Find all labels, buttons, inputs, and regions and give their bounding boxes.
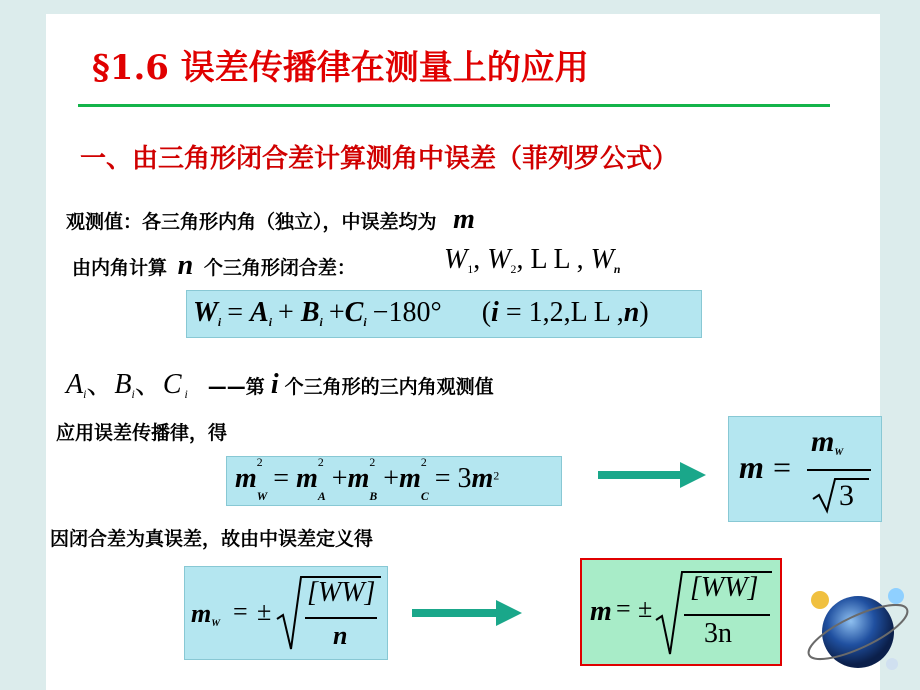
w-symbol: W xyxy=(487,244,511,275)
dash-text: ——第 xyxy=(207,376,265,398)
title-underline xyxy=(78,104,830,107)
result-box-sigma: m = $m_W$ 3 xyxy=(728,416,882,522)
ww-bracket: [WW] xyxy=(307,577,376,608)
result-root: 3 xyxy=(839,479,854,512)
section-heading: 一、由三角形闭合差计算测角中误差（菲列罗公式） xyxy=(80,144,679,174)
arrow-right-icon xyxy=(412,600,524,626)
apply-law-line: 应用误差传播律，得 xyxy=(56,422,228,444)
closure-post-text: 个三角形闭合差： xyxy=(203,257,356,279)
result-mw: m xyxy=(811,425,835,458)
ellipsis: L L xyxy=(530,244,570,275)
observation-text: 观测值：各三角形内角（独立），中误差均为 xyxy=(66,211,437,233)
true-error-line: 因闭合差为真误差，故由中误差定义得 xyxy=(50,528,374,550)
formula-mw-box: $m_W$ = ± [WW] n xyxy=(184,566,388,660)
observation-line xyxy=(66,204,475,236)
w-sub-2: 2 xyxy=(510,262,517,276)
w-sub-1: 1 xyxy=(467,262,474,276)
slide-title: §1.6 误差传播律在测量上的应用 xyxy=(92,48,589,88)
symbol-n: n xyxy=(177,250,194,281)
symbol-m: m xyxy=(453,204,475,235)
formula-closure: $W_i = A_i + B_i +C_i -180^\circ$ (i = 1,2,L L ,n) xyxy=(193,297,649,329)
result-box-ferrero: m = ± [WW] 3n xyxy=(580,558,782,666)
angle-definition-text: 个三角形的三内角观测值 xyxy=(284,376,494,398)
top-background-band xyxy=(0,0,920,14)
arrow-right-icon xyxy=(598,462,708,488)
closure-pre-text: 由内角计算 xyxy=(72,257,168,279)
w-sub-n: n xyxy=(613,262,621,276)
formula-variance: m 2 $_W$ = m 2 $_A$ +m 2 $_B$ +m 2 $_C = 3m^2$ xyxy=(235,456,500,503)
formula-variance-box xyxy=(226,456,562,506)
w-symbol: W xyxy=(444,244,468,275)
closure-list: $W_1$, $W_2$, L L , $W_n$ xyxy=(444,244,621,276)
closure-line xyxy=(72,250,356,282)
formula-closure-box xyxy=(186,290,702,338)
left-background-band xyxy=(0,0,46,690)
globe-icon xyxy=(800,566,918,684)
result-m: m xyxy=(739,449,764,485)
symbol-i: i xyxy=(270,369,279,400)
angle-definition-line: $A_i$、$B_i$、C $_i$ ——第 i 个三角形的三内角观测值 xyxy=(66,367,494,401)
w-symbol: W xyxy=(590,244,614,275)
